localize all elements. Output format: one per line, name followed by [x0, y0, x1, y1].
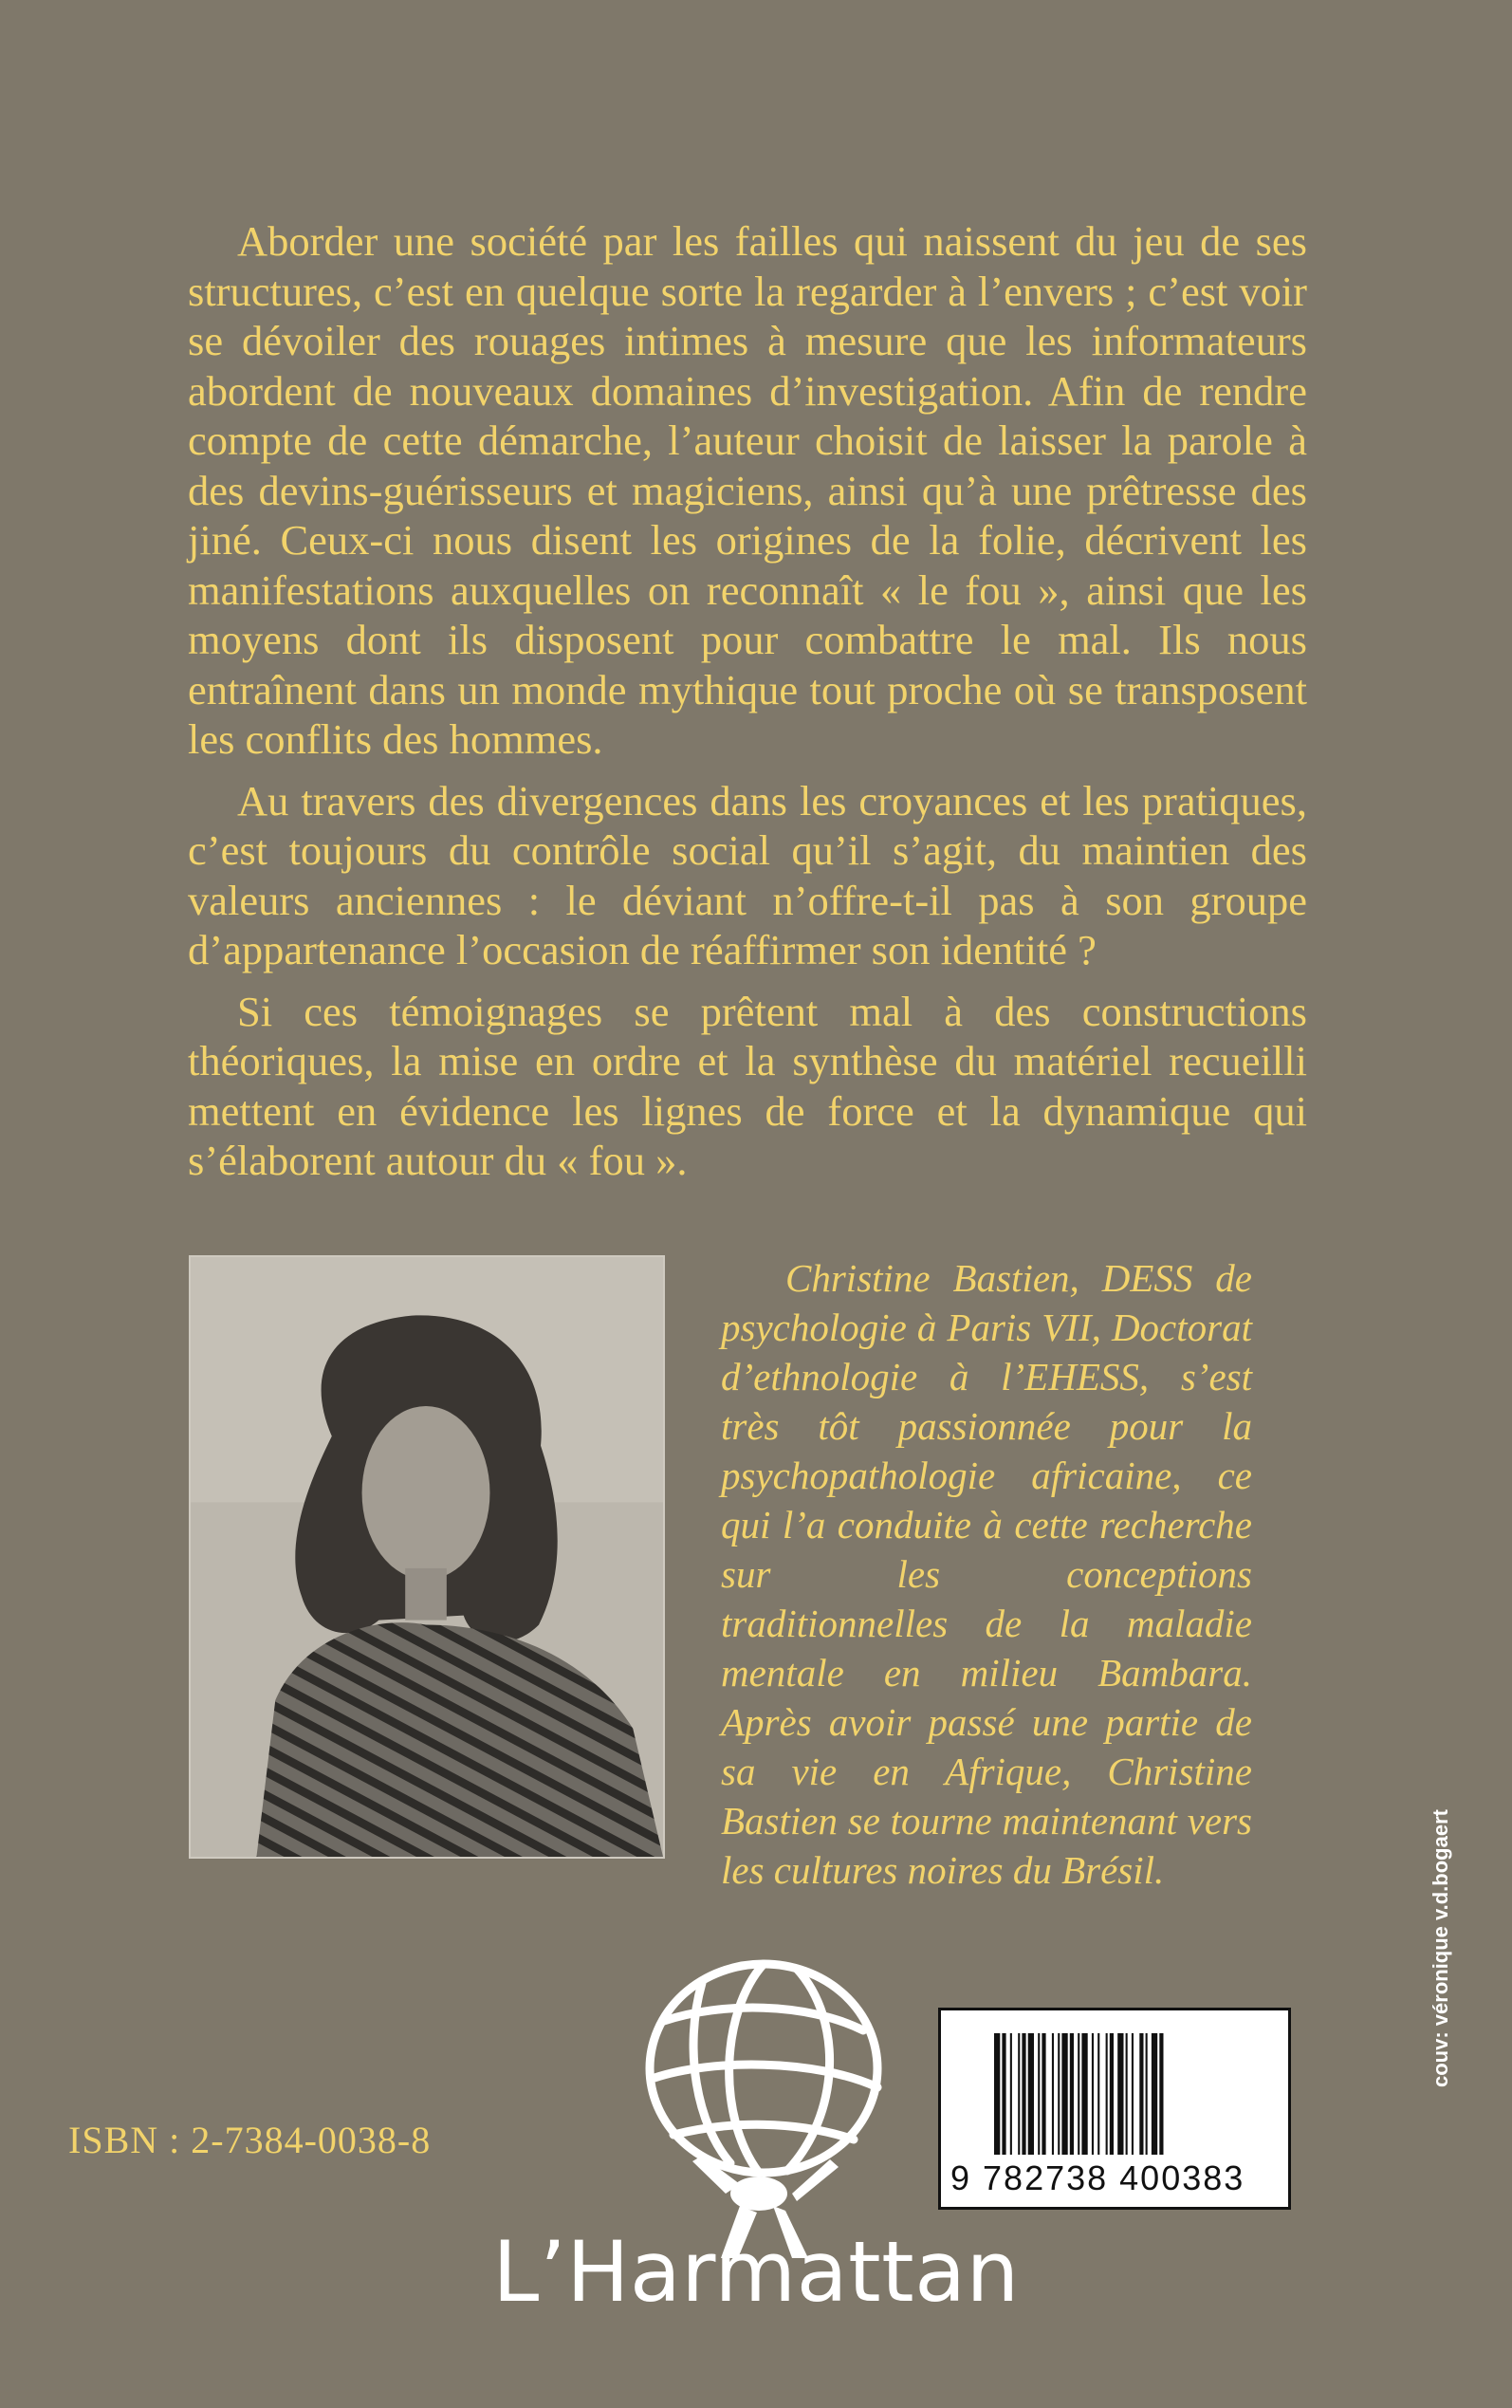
- barcode-bars: [994, 2033, 1279, 2155]
- barcode-bar: [1058, 2033, 1060, 2155]
- barcode-bar: [1097, 2033, 1099, 2155]
- barcode-bar: [1061, 2033, 1067, 2155]
- barcode-bar: [1106, 2033, 1108, 2155]
- barcode-bar: [1042, 2033, 1045, 2155]
- barcode-bar: [1110, 2033, 1114, 2155]
- barcode: [938, 2008, 1291, 2210]
- author-portrait-photo: [189, 1255, 665, 1859]
- blurb-paragraph-1: Aborder une société par les failles qui naissent du jeu de ses structures, c’est en quelque sorte la regarder à l’envers ; c’est voir se dévoiler des rouages intimes à mesure que les informateurs abordent de nouveaux domaines d’investigation. Afin de rendre compte de cette démarche, l’auteur choisit de laisser la parole à des devins-guérisseurs et magiciens, ainsi qu’à une prêtresse des jiné. Ceux-ci nous disent les origines de la folie, décrivent les manifestations auxquelles on reconnaît « le fou », ainsi que les moyens dont ils disposent pour combattre le mal. Ils nous entraînent dans un monde mythique tout proche où se transposent les conflits des hommes.: [188, 217, 1307, 763]
- barcode-bar: [1022, 2033, 1025, 2155]
- blurb-paragraph-2: Au travers des divergences dans les croyances et les pratiques, c’est toujours du contrôle social qu’il s’agit, du maintien des valeurs anciennes : le déviant n’offre-t-il pas à son groupe d’appartenance l’occasion de réaffirmer son identité ?: [188, 776, 1307, 973]
- barcode-bar: [1092, 2033, 1094, 2155]
- barcode-bar: [1010, 2033, 1012, 2155]
- barcode-bar: [1070, 2033, 1074, 2155]
- barcode-bar: [1132, 2033, 1134, 2155]
- publisher-name: L’Harmattan: [492, 2223, 1020, 2321]
- atlas-globe-icon: [607, 1945, 920, 2258]
- bio-text: Christine Bastien, DESS de psychologie à Paris VII, Doctorat d’ethnologie à l’EHESS, s’est très tôt passionnée pour la psychopathologie africaine, ce qui l’a conduite à cette recherche sur les conceptions traditionnelles de la maladie mentale en milieu Bambara. Après avoir passé une partie de sa vie en Afrique, Christine Bastien se tourne maintenant vers les cultures noires du Brésil.: [721, 1256, 1252, 1892]
- barcode-bar: [1126, 2033, 1128, 2155]
- barcode-bar: [1018, 2033, 1020, 2155]
- barcode-bar: [1146, 2033, 1148, 2155]
- barcode-bar: [1002, 2033, 1005, 2155]
- barcode-bar: [1028, 2033, 1034, 2155]
- isbn-number: ISBN : 2-7384-0038-8: [68, 2119, 432, 2161]
- barcode-bar: [1078, 2033, 1079, 2155]
- barcode-bar: [1139, 2033, 1143, 2155]
- barcode-bar: [1152, 2033, 1157, 2155]
- barcode-number: 9 782738 400383: [950, 2158, 1245, 2197]
- barcode-bar: [1038, 2033, 1040, 2155]
- barcode-bar: [1159, 2033, 1163, 2155]
- back-cover-blurb: [188, 216, 1307, 1197]
- barcode-bar: [1081, 2033, 1087, 2155]
- barcode-bar: [1052, 2033, 1054, 2155]
- barcode-bar: [1117, 2033, 1123, 2155]
- cover-credit: couv: véronique v.d.bogaert: [1429, 1809, 1452, 2087]
- author-biography: [721, 1253, 1252, 1895]
- blurb-paragraph-3: Si ces témoignages se prêtent mal à des constructions théoriques, la mise en ordre et la synthèse du matériel recueilli mettent en évidence les lignes de force et la dynamique qui s’élaborent autour du « fou ».: [188, 987, 1307, 1184]
- barcode-bar: [994, 2033, 1000, 2155]
